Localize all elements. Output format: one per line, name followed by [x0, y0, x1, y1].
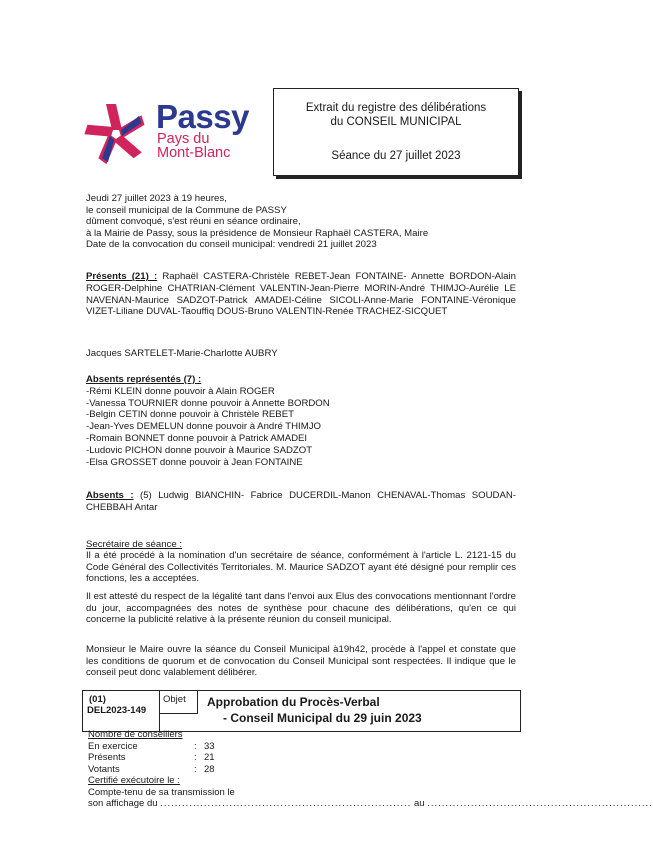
posting-dots-1: .....................................................................: [160, 798, 412, 809]
presents-list: Raphaël CASTERA-Christèle REBET-Jean FONTAINE- Annette BORDON-Alain ROGER-Delphine CHATRIAN-Clément VALENTIN-Jean-Pierre MORIN-André THIMJO-Aurélie LE NAVENAN-Maurice SADZOT-Patrick AMADEI-Céline SICOLI-Anne-Marie FONTAINE-Véronique VIZET-Liliane DUVAL-Taouffiq DOUS-Bruno VALENTIN-Renée TRACHEZ-SICQUET: [86, 271, 516, 318]
posting-label: son affichage du: [88, 798, 158, 809]
intro-line: Jeudi 27 juillet 2023 à 19 heures,: [86, 193, 227, 204]
deliberation-number: (01): [89, 694, 106, 705]
opening-paragraph: Monsieur le Maire ouvre la séance du Conseil Municipal à19h42, procède à l'appel et constate que les conditions de quorum et de convocation du Conseil Municipal sont respectées. Il indique que le conseil peut donc valablement délibérer.: [86, 644, 516, 678]
deliberation-number-cell: [83, 691, 160, 731]
objet-cell: [159, 691, 198, 714]
posting-line: [88, 798, 653, 810]
count-colon: :: [194, 763, 197, 775]
count-label: Votants: [88, 763, 120, 775]
intro-block: [86, 193, 516, 251]
logo-title: Passy: [156, 98, 249, 135]
transmission-label: Compte-tenu de sa transmission le: [88, 786, 235, 798]
count-value: 21: [204, 752, 215, 763]
presents-block: [86, 271, 516, 318]
proxy-item: -Elsa GROSSET donne pouvoir à Jean FONTAINE: [86, 456, 303, 468]
header-line-2: du CONSEIL MUNICIPAL: [330, 116, 462, 128]
proxy-item: -Belgin CETIN donne pouvoir à Christèle REBET: [86, 409, 294, 421]
presents-label: Présents (21) :: [86, 271, 158, 282]
count-value: 33: [204, 740, 215, 752]
objet-label: Objet: [163, 694, 186, 705]
proxy-item: -Rémi KLEIN donne pouvoir à Alain ROGER: [86, 385, 275, 397]
deliberation-header-table: [82, 690, 521, 732]
intro-line: Date de la convocation du conseil municipal: vendredi 21 juillet 2023: [86, 239, 377, 250]
star-logo-icon: [80, 100, 152, 166]
count-label: En exercice: [88, 740, 138, 752]
proxy-item: -Romain BONNET donne pouvoir à Patrick AMADEI: [86, 432, 308, 444]
proxy-item: -Ludovic PICHON donne pouvoir à Maurice SADZOT: [86, 444, 313, 456]
absents-list: (5) Ludwig BIANCHIN- Fabrice DUCERDIL-Manon CHENAVAL-Thomas SOUDAN-CHEBBAH Antar: [86, 490, 516, 513]
secretary-paragraph-1: Il a été procédé à la nomination d'un secrétaire de séance, conformément à l'article L. 2121-15 du Code Général des Collectivités Territoriales. M. Maurice SADZOT ayant été désigné pour remplir ces fonctions, les a acceptées.: [86, 550, 516, 584]
count-colon: :: [194, 752, 197, 763]
logo-subtitle-2: Mont-Blanc: [157, 145, 231, 161]
count-value: 28: [204, 763, 215, 775]
proxy-item: -Vanessa TOURNIER donne pouvoir à Annette BORDON: [86, 397, 330, 409]
counts-block: [88, 729, 653, 810]
secretary-heading: Secrétaire de séance :: [86, 539, 182, 550]
deliberation-subtitle: - Conseil Municipal du 29 juin 2023: [223, 711, 422, 725]
intro-line: le conseil municipal de la Commune de PASSY: [86, 204, 287, 216]
transmission-line: [88, 787, 508, 799]
deliberation-ref: DEL2023-149: [87, 705, 147, 716]
absents-label: Absents :: [86, 490, 134, 501]
count-colon: :: [194, 740, 197, 752]
certified-label: Certifié exécutoire le :: [88, 775, 180, 786]
absents-block: [86, 490, 516, 514]
secretary-label: [86, 539, 516, 551]
header-box: [273, 88, 519, 176]
count-label: Présents: [88, 752, 126, 763]
posting-au: au: [413, 798, 425, 809]
represented-label: Absents représentés (7) :: [86, 374, 202, 385]
session-date: Séance du 27 juillet 2023: [331, 150, 461, 162]
count-row: [88, 764, 508, 776]
presents-extra: Jacques SARTELET-Marie-Charlotte AUBRY: [86, 348, 278, 359]
counts-heading: Nombre de conseillers: [88, 729, 183, 740]
deliberation-title: Approbation du Procès-Verbal: [207, 695, 380, 709]
count-row: [88, 752, 508, 764]
count-row: [88, 741, 508, 753]
logo-subtitle-1: Pays du: [157, 131, 210, 147]
intro-line: à la Mairie de Passy, sous la présidence de Monsieur Raphaël CASTERA, Maire: [86, 227, 429, 239]
posting-dots-2: ..............................................................: [427, 798, 653, 809]
legality-paragraph: Il est attesté du respect de la légalité tant dans l'envoi aux Elus des convocations mentionnant l'ordre du jour, accompagnées des notes de synthèse pour chacune des délibérations, qu'en ce qui concerne la publicité relative à la présente réunion du conseil municipal.: [86, 591, 516, 625]
intro-line: dûment convoqué, s'est réuni en séance ordinaire,: [86, 216, 301, 227]
header-line-1: Extrait du registre des délibérations: [305, 102, 487, 114]
proxy-item: -Jean-Yves DEMELUN donne pouvoir à André THIMJO: [86, 421, 321, 433]
represented-block: [86, 374, 516, 468]
passy-logo: [80, 100, 270, 170]
